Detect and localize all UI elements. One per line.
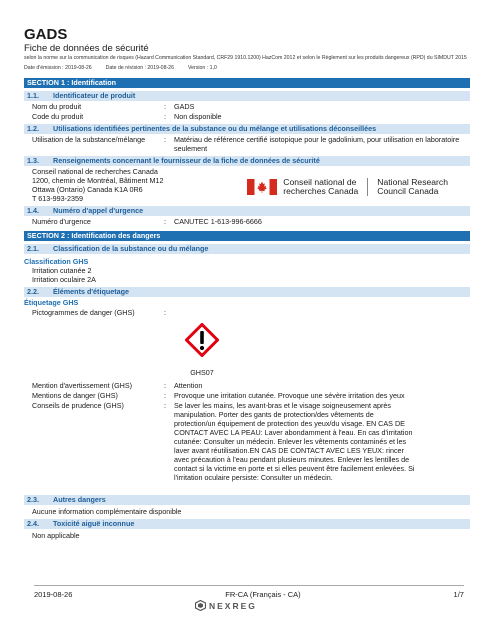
- version: Version : 1,0: [187, 64, 217, 71]
- supplier-address: [24, 167, 163, 203]
- pictogram-code: GHS07: [190, 367, 214, 377]
- signal-word-row: Mention d'avertissement (GHS) : Attention: [24, 381, 470, 390]
- sds-page: [24, 26, 470, 540]
- subsection-title: Éléments d'étiquetage: [53, 286, 129, 296]
- footer-page-number: 1/7: [453, 590, 464, 599]
- other-dangers: Aucune information complémentaire disponible: [32, 506, 182, 516]
- supplier-line: 1200, chemin de Montréal, Bâtiment M12: [32, 175, 164, 185]
- emergency-number: CANUTEC 1-613-996-6666: [174, 216, 262, 226]
- supplier-line: Ottawa (Ontario) Canada K1A 0R6: [32, 184, 143, 194]
- footer-date: 2019-08-26: [34, 590, 73, 599]
- brand-name: NEXREG: [209, 600, 257, 611]
- field-label: Code du produit: [32, 111, 84, 121]
- document-subtitle: Fiche de données de sécurité: [24, 43, 149, 54]
- ghs-labelling-heading: Étiquetage GHS: [24, 297, 79, 307]
- subsection-number: 2.4.: [27, 518, 39, 528]
- use-row: Utilisation de la substance/mélange : Matériau de référence certifié isotopique pour le gadolinium, pour utilisation en laboratoire seulement: [24, 135, 470, 153]
- document-title: GADS: [24, 26, 68, 43]
- subsection-1-3-header: [24, 156, 470, 166]
- subsection-number: 2.2.: [27, 286, 39, 296]
- precautionary-statements: Se laver les mains, les avant-bras et le visage soigneusement après manipulation. Porter des gants de protection/des vêtements de protection/un équipement de protection des yeux/du visage. EN CAS DE CONTACT AVEC LA PEAU: Laver abondamment à l'eau. En cas d'irritation cutanée: Consulter un médecin. Enlever les vêtements contaminés et les laver avant réutilisation.EN CAS DE CONTACT AVEC LES YEUX: rincer avec précaution à l'eau pendant plusieurs minutes. Enlever les lentilles de contact si la victime en porte et si elles peuvent être facilement enlevées. Si l'irritation oculaire persiste: Consulter un médecin.: [174, 400, 415, 482]
- subsection-number: 1.1.: [27, 90, 39, 100]
- subsection-1-4-header: [24, 206, 470, 216]
- supplier-phone: T 613-993-2359: [32, 193, 84, 203]
- product-name-row: Nom du produit : GADS: [24, 102, 470, 111]
- ghs-class-item: Irritation cutanée 2: [32, 265, 92, 275]
- subsection-2-1-header: [24, 244, 470, 254]
- subsection-number: 2.1.: [27, 243, 39, 253]
- ghs-class-item: Irritation oculaire 2A: [32, 274, 96, 284]
- field-label: Conseils de prudence (GHS): [32, 400, 124, 410]
- supplier-block: [24, 167, 470, 203]
- subsection-title: Toxicité aiguë inconnue: [53, 518, 135, 528]
- ghs07-pictogram: [182, 323, 222, 377]
- product-code-row: Code du produit : Non disponible: [24, 112, 470, 121]
- nexreg-logo: [195, 600, 257, 611]
- subsection-number: 1.4.: [27, 205, 39, 215]
- subsection-title: Identificateur de produit: [53, 90, 136, 100]
- field-label: Utilisation de la substance/mélange: [32, 134, 146, 144]
- section-2-header: SECTION 2 : Identification des dangers: [24, 231, 470, 241]
- exclamation-mark-diamond-icon: [185, 323, 219, 357]
- subsection-title: Renseignements concernant le fournisseur de la fiche de données de sécurité: [53, 155, 320, 165]
- field-label: Mentions de danger (GHS): [32, 390, 118, 400]
- precautionary-row: Conseils de prudence (GHS) : Se laver les mains, les avant-bras et le visage soigneusement après manipulation. Porter des gants de protection/des vêtements de protection/un équipement de protection des yeux/du visage. EN CAS DE CONTACT AVEC LA PEAU: Laver abondamment à l'eau. En cas d'irritation cutanée: Consulter un médecin. Enlever les vêtements contaminés et les laver avant réutilisation.EN CAS DE CONTACT AVEC LES YEUX: rincer avec précaution à l'eau pendant plusieurs minutes. Enlever les lentilles de contact si la victime en porte et si elles peuvent être facilement enlevées. Si l'irritation oculaire persiste: Consulter un médecin.: [24, 401, 470, 482]
- subsection-1-2-header: [24, 124, 470, 134]
- logo-text-en: National Research Council Canada: [377, 176, 448, 196]
- field-label: Pictogrammes de danger (GHS): [32, 307, 135, 317]
- footer-language: FR-CA (Français - CA): [225, 590, 301, 599]
- hazard-statements: Provoque une irritation cutanée. Provoque une sévère irritation des yeux: [174, 390, 405, 400]
- signal-word: Attention: [174, 380, 203, 390]
- field-label: Nom du produit: [32, 101, 82, 111]
- logo-text-fr: Conseil national de recherches Canada: [283, 176, 359, 196]
- supplier-line: Conseil national de recherches Canada: [32, 166, 158, 176]
- section-1-header: SECTION 1 : Identification: [24, 78, 470, 88]
- pictogram-row: Pictogrammes de danger (GHS) :: [24, 308, 470, 317]
- field-label: Mention d'avertissement (GHS): [32, 380, 133, 390]
- subsection-2-3-header: [24, 495, 470, 505]
- issue-date: Date d'émission : 2019-08-26: [24, 64, 92, 71]
- acute-toxicity: Non applicable: [32, 530, 80, 540]
- product-code: Non disponible: [174, 111, 222, 121]
- emergency-row: Numéro d'urgence : CANUTEC 1-613-996-6666: [24, 217, 470, 226]
- compliance-note: selon la norme sur la communication de risques (Hazard Communication Standard, CRF29 1910.1200) HazCom 2012 et selon le Règlement sur les produits dangereux (RPD) du SIMDUT 2015: [24, 55, 467, 61]
- use-value: Matériau de référence certifié isotopique pour le gadolinium, pour utilisation en laboratoire seulement: [174, 134, 460, 153]
- subsection-number: 1.3.: [27, 155, 39, 165]
- product-name: GADS: [174, 101, 195, 111]
- subsection-1-1-header: [24, 91, 470, 101]
- logo-divider: [367, 178, 368, 196]
- document-dates: [24, 65, 470, 71]
- nrc-logo: [247, 171, 448, 203]
- nexreg-mark-icon: [195, 600, 206, 611]
- field-label: Numéro d'urgence: [32, 216, 91, 226]
- canada-flag-icon: [247, 179, 277, 195]
- revision-date: Date de révision : 2019-08-26: [105, 64, 174, 71]
- hazard-statements-row: Mentions de danger (GHS) : Provoque une irritation cutanée. Provoque une sévère irritation des yeux: [24, 391, 470, 400]
- page-footer: [34, 585, 464, 599]
- subsection-number: 2.3.: [27, 494, 39, 504]
- subsection-title: Numéro d'appel d'urgence: [53, 205, 144, 215]
- subsection-title: Utilisations identifiées pertinentes de la substance ou du mélange et utilisations déconseillées: [53, 123, 377, 133]
- subsection-title: Autres dangers: [53, 494, 106, 504]
- subsection-title: Classification de la substance ou du mélange: [53, 243, 209, 253]
- subsection-number: 1.2.: [27, 123, 39, 133]
- subsection-2-2-header: [24, 287, 470, 297]
- ghs-classification-heading: Classification GHS: [24, 256, 89, 266]
- subsection-2-4-header: [24, 519, 470, 529]
